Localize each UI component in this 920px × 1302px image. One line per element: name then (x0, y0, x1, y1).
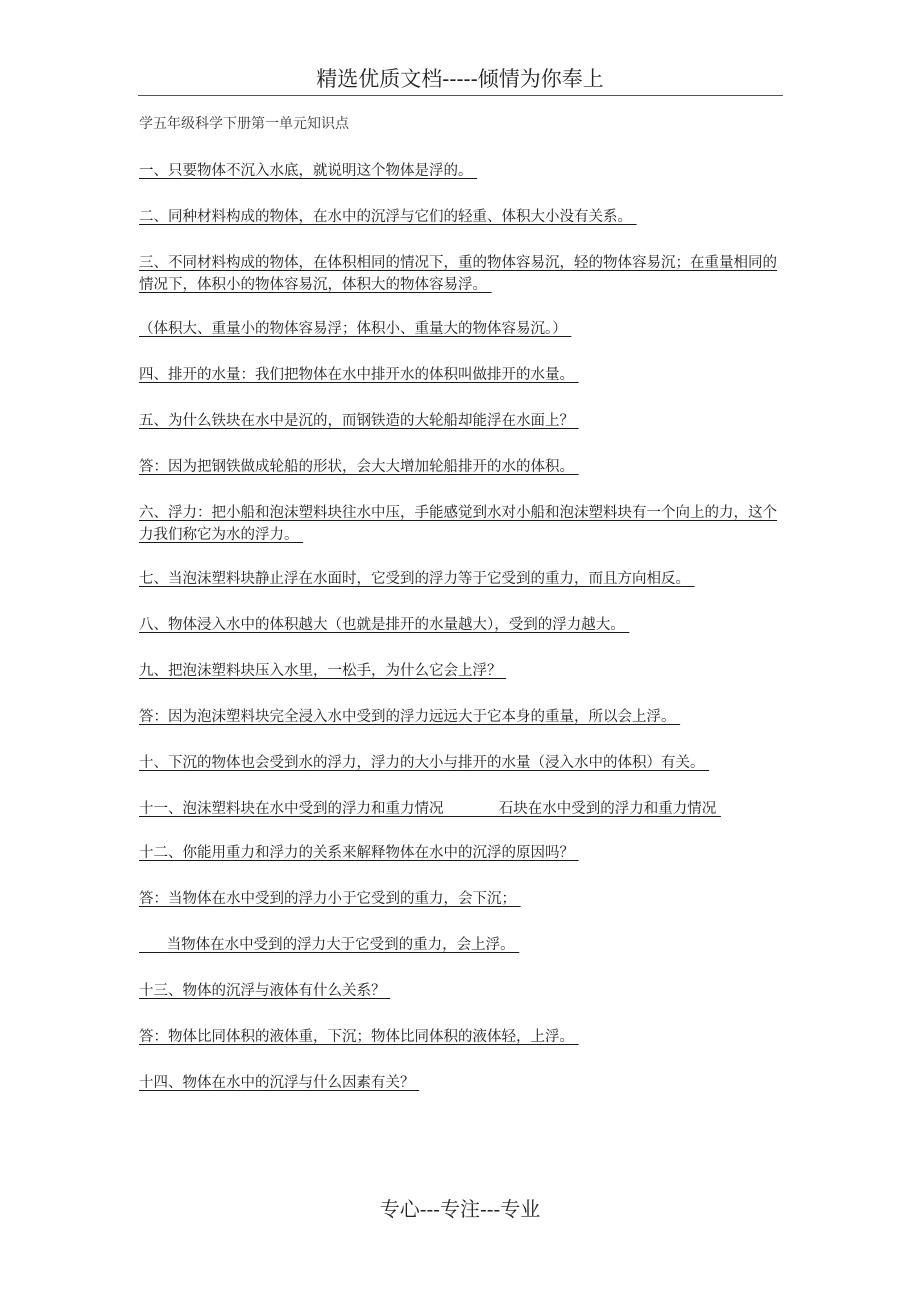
knowledge-point-5-question: 五、为什么铁块在水中是沉的，而钢铁造的大轮船却能浮在水面上？ (139, 413, 579, 429)
knowledge-point-3: 三、不同材料构成的物体，在体积相同的情况下，重的物体容易沉，轻的物体容易沉；在重量相同的情况下，体积小的物体容易沉，体积大的物体容易浮。 (139, 255, 777, 293)
knowledge-point-12-answer-2: 当物体在水中受到的浮力大于它受到的重力，会上浮。 (139, 937, 520, 953)
knowledge-point-1: 一、只要物体不沉入水底，就说明这个物体是浮的。 (139, 163, 478, 179)
knowledge-point-8: 八、物体浸入水中的体积越大（也就是排开的水量越大），受到的浮力越大。 (139, 617, 630, 633)
page-footer-text: 专心---专注---专业 (379, 1197, 541, 1221)
knowledge-point-12-question: 十二、你能用重力和浮力的关系来解释物体在水中的沉浮的原因吗？ (139, 845, 579, 861)
page-header-title: 精选优质文档-----倾情为你奉上 (316, 67, 604, 91)
knowledge-point-13-question: 十三、物体的沉浮与液体有什么关系？ (139, 983, 391, 999)
header-divider (138, 95, 783, 96)
document-body (139, 160, 779, 1118)
knowledge-point-3-note: （体积大、重量小的物体容易浮；体积小、重量大的物体容易沉。） (139, 321, 572, 337)
knowledge-point-14-question: 十四、物体在水中的沉浮与什么因素有关？ (139, 1075, 420, 1091)
knowledge-point-12-answer-1: 答：当物体在水中受到的浮力小于它受到的重力，会下沉； (139, 891, 521, 907)
document-title: 学五年级科学下册第一单元知识点 (139, 116, 349, 132)
knowledge-point-7: 七、当泡沫塑料块静止浮在水面时，它受到的浮力等于它受到的重力，而且方向相反。 (139, 571, 695, 587)
knowledge-point-9-question: 九、把泡沫塑料块压入水里，一松手，为什么它会上浮？ (139, 663, 507, 679)
knowledge-point-5-answer: 答：因为把钢铁做成轮船的形状，会大大增加轮船排开的水的体积。 (139, 459, 579, 475)
knowledge-point-11: 十一、泡沫塑料块在水中受到的浮力和重力情况 石块在水中受到的浮力和重力情况 (139, 801, 721, 817)
knowledge-point-13-answer: 答：物体比同体积的液体重，下沉；物体比同体积的液体轻，上浮。 (139, 1029, 579, 1045)
knowledge-point-6: 六、浮力：把小船和泡沫塑料块往水中压，手能感觉到水对小船和泡沫塑料块有一个向上的力，这个力我们称它为水的浮力。 (139, 505, 777, 543)
knowledge-point-4: 四、排开的水量：我们把物体在水中排开水的体积叫做排开的水量。 (139, 367, 579, 383)
knowledge-point-10: 十、下沉的物体也会受到水的浮力，浮力的大小与排开的水量（浸入水中的体积）有关。 (139, 755, 710, 771)
knowledge-point-2: 二、同种材料构成的物体，在水中的沉浮与它们的轻重、体积大小没有关系。 (139, 209, 637, 225)
knowledge-point-9-answer: 答：因为泡沫塑料块完全浸入水中受到的浮力远远大于它本身的重量，所以会上浮。 (139, 709, 681, 725)
